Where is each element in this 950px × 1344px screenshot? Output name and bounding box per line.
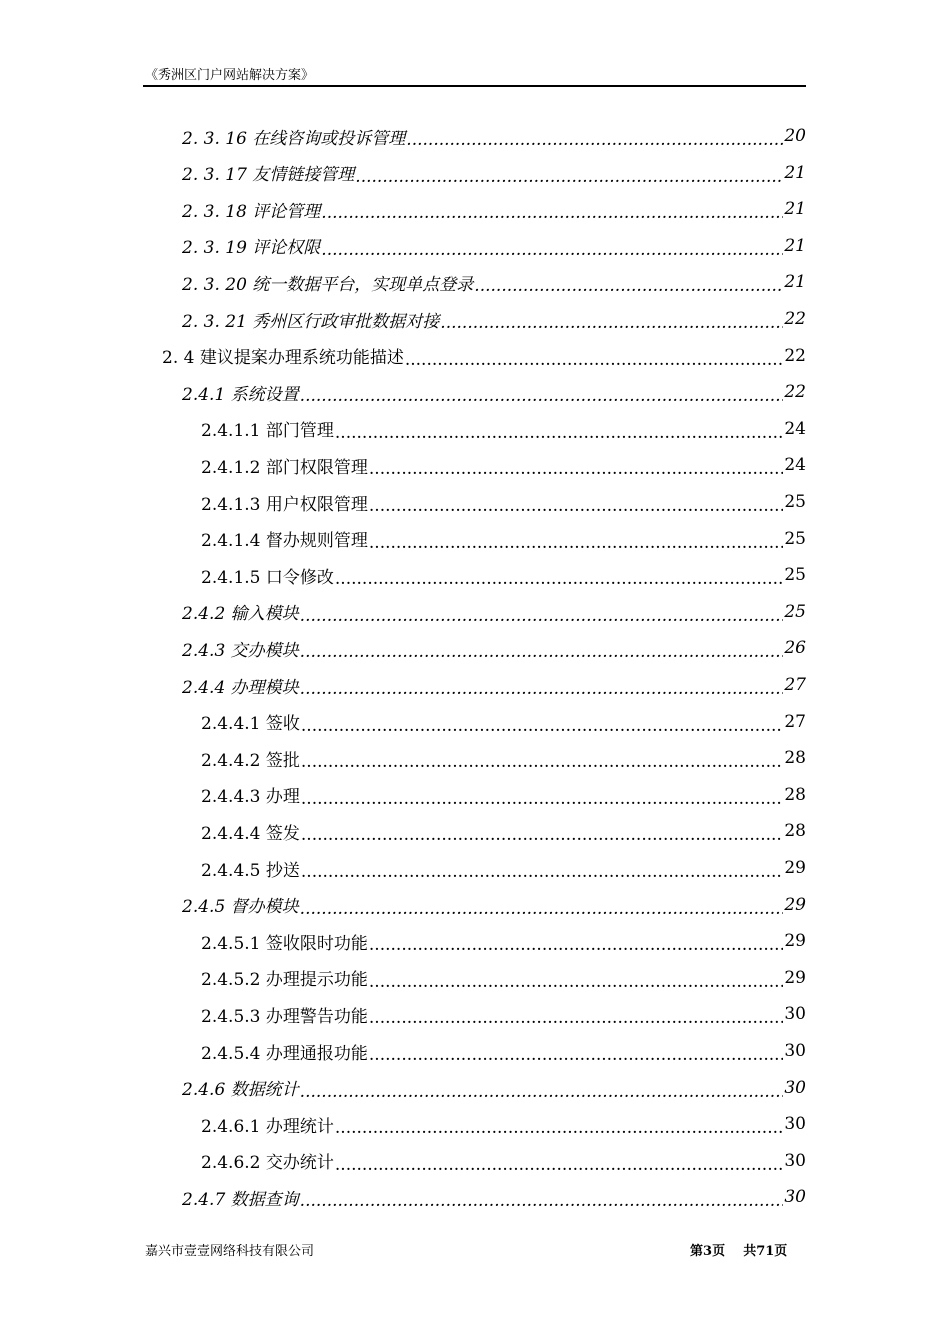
toc-entry-title: 2.4.6 数据统计 <box>182 1080 299 1101</box>
toc-dot-leader <box>369 496 783 516</box>
toc-entry[interactable] <box>182 301 806 337</box>
toc-entry[interactable] <box>201 850 806 886</box>
toc-entry-title: 2.4.4.2 签批 <box>201 750 300 771</box>
toc-entry-page: 29 <box>784 858 806 878</box>
toc-dot-leader <box>300 899 784 919</box>
toc-dot-leader <box>301 752 783 772</box>
toc-entry-page: 21 <box>784 162 806 183</box>
toc-entry-title: 2.4.4.3 办理 <box>201 787 300 808</box>
toc-entry-title: 2.4.4.4 签发 <box>201 823 300 844</box>
toc-entry-title: 2.4.5.3 办理警告功能 <box>201 1006 368 1027</box>
toc-entry[interactable] <box>201 960 806 996</box>
toc-entry-page: 20 <box>784 126 806 146</box>
footer-company: 嘉兴市壹壹网络科技有限公司 <box>145 1244 315 1259</box>
toc-entry-title: 2.4.1 系统设置 <box>182 384 299 405</box>
toc-entry-page: 24 <box>784 455 806 476</box>
total-suffix: 页 <box>774 1244 788 1259</box>
toc-entry-page: 28 <box>784 821 806 842</box>
toc-entry-page: 25 <box>784 565 806 586</box>
toc-entry-page: 25 <box>784 492 806 512</box>
toc-entry[interactable] <box>182 887 806 923</box>
toc-entry-page: 22 <box>784 382 806 403</box>
toc-dot-leader <box>335 1155 783 1175</box>
toc-dot-leader <box>369 972 783 992</box>
toc-entry[interactable] <box>201 1033 806 1069</box>
toc-dot-leader <box>300 386 784 406</box>
toc-entry-page: 30 <box>784 1041 806 1061</box>
toc-dot-leader <box>405 350 784 370</box>
toc-entry-page: 26 <box>784 638 806 659</box>
toc-dot-leader <box>300 606 784 626</box>
toc-entry-page: 30 <box>784 1004 806 1025</box>
toc-entry[interactable] <box>201 923 806 959</box>
toc-dot-leader <box>335 423 783 443</box>
toc-entry-title: 2. 3. 17 友情链接管理 <box>182 165 355 186</box>
toc-dot-leader <box>300 642 784 662</box>
footer-page-number <box>690 1240 787 1259</box>
toc-entry-title: 2. 3. 21 秀州区行政审批数据对接 <box>182 311 440 332</box>
toc-entry[interactable] <box>182 264 806 300</box>
toc-entry[interactable] <box>182 374 806 410</box>
toc-entry-page: 30 <box>784 1150 806 1171</box>
toc-entry-title: 2.4.7 数据查询 <box>182 1189 299 1210</box>
toc-entry[interactable] <box>182 630 806 666</box>
toc-entry-page: 21 <box>784 272 806 293</box>
toc-dot-leader <box>301 825 783 845</box>
toc-dot-leader <box>355 167 783 187</box>
toc-entry-page: 25 <box>784 601 806 622</box>
toc-entry-page: 25 <box>784 528 806 549</box>
toc-entry-title: 2.4.6.2 交办统计 <box>201 1153 334 1174</box>
page-current: 3 <box>703 1244 713 1259</box>
page-suffix: 页 <box>712 1244 726 1259</box>
toc-entry-page: 24 <box>784 418 806 439</box>
toc-entry[interactable] <box>201 411 806 447</box>
toc-entry[interactable] <box>182 1070 806 1106</box>
toc-dot-leader <box>406 130 783 150</box>
toc-dot-leader <box>301 789 783 809</box>
toc-entry[interactable] <box>201 521 806 557</box>
toc-entry[interactable] <box>162 338 806 374</box>
toc-entry[interactable] <box>201 447 806 483</box>
toc-entry-title: 2.4.4 办理模块 <box>182 677 299 698</box>
toc-entry-page: 22 <box>784 345 806 366</box>
toc-dot-leader <box>369 1045 783 1065</box>
toc-entry-page: 30 <box>784 1114 806 1135</box>
toc-entry-title: 2.4.5.1 签收限时功能 <box>201 933 368 954</box>
page-total: 71 <box>756 1244 775 1259</box>
header-rule <box>143 85 806 87</box>
toc-entry-page: 22 <box>784 309 806 329</box>
toc-entry-title: 2. 3. 18 评论管理 <box>182 201 321 222</box>
toc-entry-title: 2.4.2 输入模块 <box>182 604 299 625</box>
toc-entry-title: 2.4.1.5 口令修改 <box>201 567 334 588</box>
toc-entry[interactable] <box>201 1143 806 1179</box>
toc-entry-page: 29 <box>784 894 806 915</box>
toc-entry-title: 2.4.4.5 抄送 <box>201 860 300 881</box>
page-header-title: 《秀洲区门户网站解决方案》 <box>145 68 315 83</box>
toc-entry[interactable] <box>201 704 806 740</box>
toc-dot-leader <box>440 313 783 333</box>
toc-dot-leader <box>301 716 783 736</box>
toc-entry[interactable] <box>182 155 806 191</box>
toc-entry[interactable] <box>182 667 806 703</box>
toc-entry[interactable] <box>201 557 806 593</box>
toc-dot-leader <box>321 203 783 223</box>
toc-entry[interactable] <box>201 813 806 849</box>
page-prefix: 第 <box>690 1244 704 1259</box>
toc-dot-leader <box>335 1118 783 1138</box>
toc-dot-leader <box>369 1008 783 1028</box>
toc-entry-page: 30 <box>784 1187 806 1208</box>
toc-entry-title: 2.4.5.4 办理通报功能 <box>201 1043 368 1064</box>
toc-entry-title: 2.4.5.2 办理提示功能 <box>201 970 368 991</box>
toc-entry-title: 2.4.1.2 部门权限管理 <box>201 457 368 478</box>
toc-entry-page: 27 <box>784 675 806 695</box>
toc-entry-title: 2.4.3 交办模块 <box>182 640 299 661</box>
toc-entry[interactable] <box>201 777 806 813</box>
toc-dot-leader <box>321 240 783 260</box>
toc-entry[interactable] <box>182 594 806 630</box>
toc-dot-leader <box>369 459 783 479</box>
total-prefix: 共 <box>743 1244 757 1259</box>
toc-entry[interactable] <box>201 996 806 1032</box>
toc-dot-leader <box>369 935 783 955</box>
toc-entry[interactable] <box>201 484 806 520</box>
toc-entry[interactable] <box>182 1179 806 1215</box>
toc-entry-page: 21 <box>784 199 806 220</box>
toc-entry-page: 21 <box>784 235 806 256</box>
toc-entry-page: 29 <box>784 967 806 988</box>
toc-entry-title: 2. 4 建议提案办理系统功能描述 <box>162 348 404 369</box>
toc-dot-leader <box>474 276 783 296</box>
toc-dot-leader <box>300 1191 784 1211</box>
toc-entry-title: 2.4.6.1 办理统计 <box>201 1116 334 1137</box>
toc-entry-title: 2. 3. 20 统一数据平台，实现单点登录 <box>182 274 474 295</box>
toc-entry-page: 30 <box>784 1077 806 1098</box>
toc-dot-leader <box>300 1082 784 1102</box>
toc-entry-page: 28 <box>784 748 806 769</box>
toc-entry-page: 27 <box>784 711 806 732</box>
toc-entry[interactable] <box>182 228 806 264</box>
toc-entry[interactable] <box>182 191 806 227</box>
toc-entry-title: 2.4.1.1 部门管理 <box>201 421 334 442</box>
toc-dot-leader <box>369 533 783 553</box>
toc-entry-title: 2. 3. 19 评论权限 <box>182 238 321 259</box>
toc-entry-title: 2.4.1.3 用户权限管理 <box>201 494 368 515</box>
toc-entry-title: 2.4.1.4 督办规则管理 <box>201 531 368 552</box>
toc-entry-title: 2.4.4.1 签收 <box>201 714 300 735</box>
toc-dot-leader <box>301 862 783 882</box>
toc-entry[interactable] <box>201 1106 806 1142</box>
toc-entry[interactable] <box>201 740 806 776</box>
toc-entry-page: 29 <box>784 931 806 952</box>
toc-dot-leader <box>300 679 784 699</box>
toc-entry-title: 2.4.5 督办模块 <box>182 897 299 918</box>
toc-entry[interactable] <box>182 118 806 154</box>
toc-entry-page: 28 <box>784 784 806 805</box>
toc-dot-leader <box>335 569 783 589</box>
toc-entry-title: 2. 3. 16 在线咨询或投诉管理 <box>182 128 406 149</box>
